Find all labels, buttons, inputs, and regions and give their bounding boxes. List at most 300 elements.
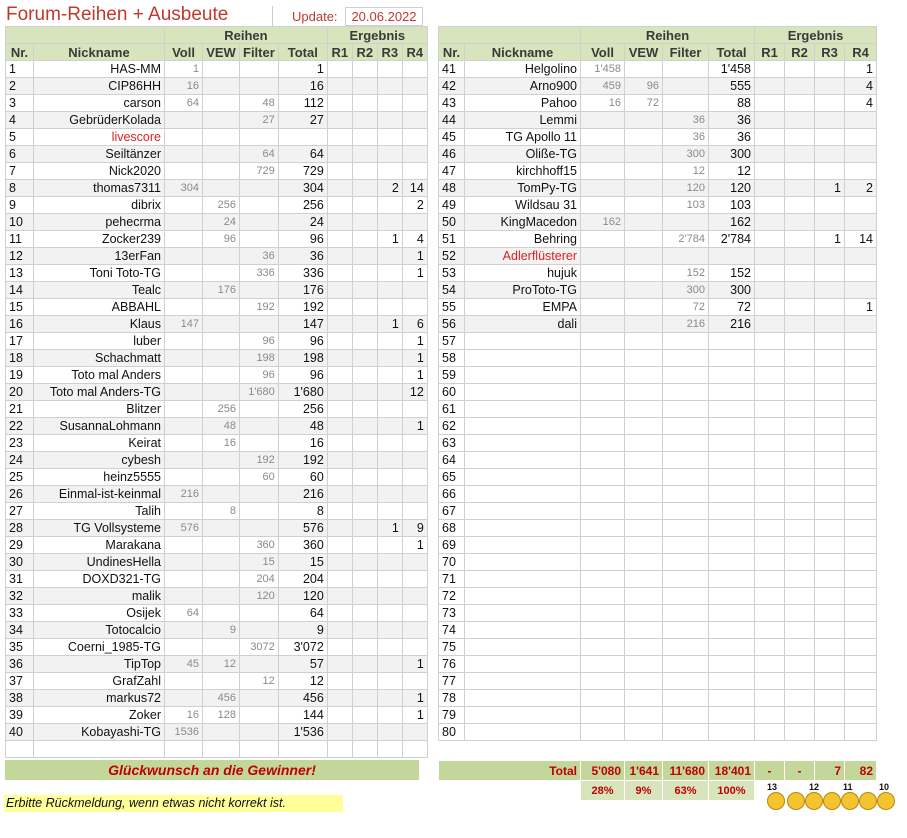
table-row (6, 367, 428, 384)
cell-nick[interactable] (465, 571, 581, 588)
cell-total: 36 (278, 248, 327, 265)
cell-nr: 2 (6, 78, 34, 95)
table-row (6, 163, 428, 180)
cell-voll (581, 112, 625, 129)
cell-total (709, 248, 755, 265)
cell-r2 (352, 146, 377, 163)
cell-voll (581, 418, 625, 435)
table-row (439, 265, 877, 282)
table-row (439, 486, 877, 503)
cell-voll: 45 (165, 656, 203, 673)
cell-nick[interactable]: Talih (34, 503, 165, 520)
cell-nr: 3 (6, 95, 34, 112)
cell-nick[interactable]: TomPy-TG (465, 180, 581, 197)
cell-r1 (327, 656, 352, 673)
cell-total: 144 (278, 707, 327, 724)
feedback-note: Erbitte Rückmeldung, wenn etwas nicht korrekt ist. (4, 795, 343, 812)
cell-r3 (815, 384, 845, 401)
cell-nick[interactable]: Zocker239 (34, 231, 165, 248)
cell-r1 (755, 112, 785, 129)
cell-nick[interactable]: Toto mal Anders-TG (34, 384, 165, 401)
cell-voll (581, 469, 625, 486)
cell-nick[interactable]: Totocalcio (34, 622, 165, 639)
cell-nick[interactable] (465, 690, 581, 707)
cell-nick[interactable]: Oliße-TG (465, 146, 581, 163)
cell-vew: 72 (625, 95, 663, 112)
cell-r4 (845, 350, 877, 367)
cell-r3 (815, 724, 845, 741)
cell-nr: 45 (439, 129, 465, 146)
cell-voll: 1'458 (581, 61, 625, 78)
cell-r3 (377, 214, 402, 231)
cell-nick[interactable] (465, 350, 581, 367)
cell-nick[interactable]: HAS-MM (34, 61, 165, 78)
cell-nick[interactable]: TG Vollsysteme (34, 520, 165, 537)
empty-cell (327, 741, 352, 758)
cell-nick[interactable] (465, 537, 581, 554)
cell-nick[interactable]: UndinesHella (34, 554, 165, 571)
cell-nr: 30 (6, 554, 34, 571)
table-row (6, 503, 428, 520)
smiley-icon (823, 792, 841, 810)
table-row (439, 554, 877, 571)
cell-nick[interactable]: cybesh (34, 452, 165, 469)
cell-r4 (845, 724, 877, 741)
cell-r4 (402, 469, 427, 486)
cell-nick[interactable]: Lemmi (465, 112, 581, 129)
cell-r1 (327, 265, 352, 282)
cell-r1 (327, 452, 352, 469)
cell-nick[interactable]: Pahoo (465, 95, 581, 112)
cell-nick[interactable]: Zoker (34, 707, 165, 724)
cell-nick[interactable]: malik (34, 588, 165, 605)
cell-voll (165, 673, 203, 690)
cell-voll (165, 333, 203, 350)
cell-nick[interactable]: ProToto-TG (465, 282, 581, 299)
cell-r2 (785, 435, 815, 452)
cell-r1 (755, 418, 785, 435)
cell-nr: 27 (6, 503, 34, 520)
table-row (6, 248, 428, 265)
cell-nr: 49 (439, 197, 465, 214)
cell-total (709, 503, 755, 520)
cell-r4: 14 (845, 231, 877, 248)
cell-nr: 48 (439, 180, 465, 197)
cell-nick[interactable]: ABBAHL (34, 299, 165, 316)
cell-total: 152 (709, 265, 755, 282)
cell-vew (625, 333, 663, 350)
cell-r3 (377, 724, 402, 741)
cell-nick[interactable]: TG Apollo 11 (465, 129, 581, 146)
cell-nick[interactable]: Klaus (34, 316, 165, 333)
cell-nick[interactable]: Coerni_1985-TG (34, 639, 165, 656)
cell-vew (625, 112, 663, 129)
cell-r4 (402, 673, 427, 690)
cell-nr: 41 (439, 61, 465, 78)
cell-nick[interactable]: Einmal-ist-keinmal (34, 486, 165, 503)
percent-filter: 63% (663, 781, 709, 801)
cell-r3 (377, 503, 402, 520)
table-row (6, 299, 428, 316)
cell-r2 (352, 486, 377, 503)
cell-nick[interactable] (465, 367, 581, 384)
cell-nick[interactable] (465, 639, 581, 656)
group-header-reihen: Reihen (581, 27, 755, 44)
cell-r1 (327, 503, 352, 520)
cell-nick[interactable]: Blitzer (34, 401, 165, 418)
cell-nick[interactable] (465, 520, 581, 537)
cell-r3 (377, 197, 402, 214)
cell-r4 (845, 503, 877, 520)
cell-r1 (327, 690, 352, 707)
cell-nick[interactable] (465, 724, 581, 741)
cell-total: 216 (709, 316, 755, 333)
cell-r2 (352, 673, 377, 690)
cell-total: 96 (278, 367, 327, 384)
cell-total (709, 486, 755, 503)
cell-r3 (815, 248, 845, 265)
cell-nick[interactable] (465, 605, 581, 622)
cell-nick[interactable]: carson (34, 95, 165, 112)
cell-voll (581, 673, 625, 690)
cell-nick[interactable] (465, 656, 581, 673)
table-row (6, 129, 428, 146)
cell-nick[interactable] (465, 384, 581, 401)
cell-total (278, 129, 327, 146)
cell-r4 (845, 418, 877, 435)
table-row (6, 622, 428, 639)
cell-voll (581, 537, 625, 554)
cell-voll: 1 (165, 61, 203, 78)
table-row (439, 333, 877, 350)
cell-r4: 1 (402, 333, 427, 350)
cell-vew (203, 350, 240, 367)
empty-cell (402, 741, 427, 758)
cell-nr: 10 (6, 214, 34, 231)
cell-nick[interactable]: Tealc (34, 282, 165, 299)
cell-r2 (785, 231, 815, 248)
cell-voll: 216 (165, 486, 203, 503)
cell-nick[interactable]: thomas7311 (34, 180, 165, 197)
cell-r2 (352, 78, 377, 95)
cell-nr: 72 (439, 588, 465, 605)
cell-filter (663, 622, 709, 639)
table-row (6, 605, 428, 622)
cell-nick[interactable]: Nick2020 (34, 163, 165, 180)
cell-total: 192 (278, 452, 327, 469)
cell-nick[interactable] (465, 452, 581, 469)
cell-nick[interactable]: Keirat (34, 435, 165, 452)
cell-voll (581, 367, 625, 384)
cell-nick[interactable] (465, 401, 581, 418)
total-r4: 82 (845, 761, 877, 781)
cell-r2 (352, 571, 377, 588)
cell-filter (663, 214, 709, 231)
cell-nick[interactable]: dibrix (34, 197, 165, 214)
cell-filter (663, 469, 709, 486)
cell-r3 (815, 299, 845, 316)
cell-voll (581, 554, 625, 571)
col-header-r3: R3 (377, 44, 402, 61)
cell-nick[interactable]: heinz5555 (34, 469, 165, 486)
cell-r4 (402, 622, 427, 639)
cell-nick[interactable]: Osijek (34, 605, 165, 622)
cell-r3 (377, 367, 402, 384)
cell-r3 (815, 571, 845, 588)
cell-filter (663, 61, 709, 78)
cell-nr: 54 (439, 282, 465, 299)
cell-nick[interactable]: Wildsau 31 (465, 197, 581, 214)
cell-r2 (352, 503, 377, 520)
cell-nick[interactable] (465, 486, 581, 503)
cell-r2 (785, 401, 815, 418)
cell-filter: 192 (240, 452, 279, 469)
cell-r4 (845, 486, 877, 503)
cell-filter: 120 (240, 588, 279, 605)
cell-r4: 4 (845, 95, 877, 112)
cell-r2 (352, 639, 377, 656)
cell-nick[interactable]: dali (465, 316, 581, 333)
cell-nick[interactable]: markus72 (34, 690, 165, 707)
table-row (6, 639, 428, 656)
cell-r1 (755, 282, 785, 299)
cell-nick[interactable]: Behring (465, 231, 581, 248)
cell-voll (165, 367, 203, 384)
cell-nr: 18 (6, 350, 34, 367)
cell-total: 120 (278, 588, 327, 605)
cell-nick[interactable] (465, 469, 581, 486)
cell-voll: 16 (581, 95, 625, 112)
cell-voll: 64 (165, 605, 203, 622)
cell-nick[interactable]: Kobayashi-TG (34, 724, 165, 741)
cell-voll (581, 163, 625, 180)
cell-r4 (845, 605, 877, 622)
cell-voll (581, 231, 625, 248)
cell-r1 (755, 724, 785, 741)
cell-r2 (785, 418, 815, 435)
cell-r3 (377, 61, 402, 78)
cell-nr: 67 (439, 503, 465, 520)
cell-nick[interactable]: CIP86HH (34, 78, 165, 95)
cell-r4 (402, 146, 427, 163)
cell-nick[interactable]: 13erFan (34, 248, 165, 265)
cell-total (709, 656, 755, 673)
cell-r1 (327, 469, 352, 486)
cell-filter: 15 (240, 554, 279, 571)
cell-r3 (815, 639, 845, 656)
cell-filter (663, 639, 709, 656)
cell-r1 (755, 588, 785, 605)
cell-filter (663, 571, 709, 588)
cell-nick[interactable]: luber (34, 333, 165, 350)
cell-nick[interactable]: livescore (34, 129, 165, 146)
cell-r1 (327, 282, 352, 299)
smiley-icon (787, 792, 805, 810)
cell-r1 (327, 588, 352, 605)
cell-voll (581, 333, 625, 350)
cell-r4: 14 (402, 180, 427, 197)
col-header-nickname: Nickname (34, 44, 165, 61)
cell-r3 (377, 469, 402, 486)
table-row (6, 282, 428, 299)
table-row (439, 588, 877, 605)
cell-vew: 8 (203, 503, 240, 520)
cell-nr: 76 (439, 656, 465, 673)
cell-filter (240, 214, 279, 231)
cell-nick[interactable]: GrafZahl (34, 673, 165, 690)
header-blank (439, 27, 581, 44)
cell-total: 24 (278, 214, 327, 231)
table-row (6, 690, 428, 707)
cell-nick[interactable]: pehecrma (34, 214, 165, 231)
cell-nick[interactable] (465, 622, 581, 639)
cell-r4 (402, 214, 427, 231)
cell-nr: 14 (6, 282, 34, 299)
cell-total (709, 724, 755, 741)
cell-r4 (845, 316, 877, 333)
cell-r4 (402, 605, 427, 622)
cell-nick[interactable]: hujuk (465, 265, 581, 282)
empty-cell (165, 741, 203, 758)
cell-nr: 28 (6, 520, 34, 537)
cell-r3 (815, 605, 845, 622)
cell-r1 (755, 61, 785, 78)
cell-nick[interactable]: Arno900 (465, 78, 581, 95)
cell-r3: 1 (815, 231, 845, 248)
cell-nr: 19 (6, 367, 34, 384)
cell-r2 (352, 129, 377, 146)
cell-filter (240, 316, 279, 333)
cell-total (709, 588, 755, 605)
cell-nick[interactable]: Toto mal Anders (34, 367, 165, 384)
cell-nick[interactable] (465, 333, 581, 350)
col-header-filter: Filter (663, 44, 709, 61)
cell-vew (203, 180, 240, 197)
cell-total: 1'680 (278, 384, 327, 401)
col-header-r2: R2 (352, 44, 377, 61)
cell-vew (203, 78, 240, 95)
cell-voll (581, 452, 625, 469)
cell-nr: 50 (439, 214, 465, 231)
cell-r2 (352, 418, 377, 435)
cell-total (709, 401, 755, 418)
cell-r4 (845, 214, 877, 231)
cell-r2 (785, 537, 815, 554)
cell-nr: 35 (6, 639, 34, 656)
cell-total (709, 690, 755, 707)
cell-nick[interactable]: GebrüderKolada (34, 112, 165, 129)
cell-nick[interactable] (465, 707, 581, 724)
cell-r3: 1 (377, 231, 402, 248)
cell-r1 (327, 418, 352, 435)
cell-voll: 64 (165, 95, 203, 112)
cell-r2 (352, 656, 377, 673)
cell-nick[interactable] (465, 554, 581, 571)
cell-nick[interactable] (465, 588, 581, 605)
cell-nick[interactable]: Helgolino (465, 61, 581, 78)
cell-r4 (845, 146, 877, 163)
cell-filter: 336 (240, 265, 279, 282)
cell-nick[interactable]: Marakana (34, 537, 165, 554)
cell-r2 (352, 299, 377, 316)
cell-nick[interactable]: TipTop (34, 656, 165, 673)
cell-nick[interactable]: KingMacedon (465, 214, 581, 231)
cell-r3: 2 (377, 180, 402, 197)
cell-r1 (327, 248, 352, 265)
cell-voll (165, 163, 203, 180)
cell-total: 8 (278, 503, 327, 520)
table-row (6, 741, 428, 758)
cell-r1 (755, 350, 785, 367)
cell-r4: 1 (402, 350, 427, 367)
cell-r3 (377, 673, 402, 690)
cell-r2 (352, 367, 377, 384)
cell-r3 (377, 265, 402, 282)
cell-r1 (327, 112, 352, 129)
cell-r1 (327, 299, 352, 316)
cell-r4 (845, 639, 877, 656)
cell-nick[interactable]: SusannaLohmann (34, 418, 165, 435)
cell-filter (240, 724, 279, 741)
cell-vew: 256 (203, 401, 240, 418)
cell-r4 (845, 622, 877, 639)
cell-nick[interactable]: DOXD321-TG (34, 571, 165, 588)
total-label: Total (439, 761, 581, 781)
cell-nick[interactable]: EMPA (465, 299, 581, 316)
cell-r4: 4 (402, 231, 427, 248)
cell-nick[interactable]: Schachmatt (34, 350, 165, 367)
empty-cell (352, 741, 377, 758)
cell-filter: 2'784 (663, 231, 709, 248)
cell-nick[interactable]: Toni Toto-TG (34, 265, 165, 282)
cell-r1 (327, 316, 352, 333)
cell-nick[interactable] (465, 503, 581, 520)
cell-r4 (845, 707, 877, 724)
cell-filter (663, 350, 709, 367)
cell-r2 (352, 265, 377, 282)
cell-total: 36 (709, 112, 755, 129)
cell-r3 (377, 707, 402, 724)
cell-vew (203, 95, 240, 112)
cell-nick[interactable] (465, 418, 581, 435)
cell-nick[interactable]: Seiltänzer (34, 146, 165, 163)
cell-r3 (377, 384, 402, 401)
cell-total (709, 384, 755, 401)
cell-r2 (352, 401, 377, 418)
cell-filter (663, 248, 709, 265)
cell-total: 216 (278, 486, 327, 503)
cell-r3 (377, 95, 402, 112)
cell-r4 (845, 469, 877, 486)
cell-vew (203, 333, 240, 350)
cell-total: 300 (709, 282, 755, 299)
cell-filter: 12 (663, 163, 709, 180)
cell-nick[interactable] (465, 673, 581, 690)
cell-filter (240, 78, 279, 95)
cell-vew: 96 (625, 78, 663, 95)
cell-r4: 1 (845, 61, 877, 78)
cell-nick[interactable] (465, 435, 581, 452)
table-row (439, 61, 877, 78)
cell-nick[interactable]: Adlerflüsterer (465, 248, 581, 265)
cell-voll (581, 588, 625, 605)
cell-r4: 12 (402, 384, 427, 401)
cell-r4 (845, 554, 877, 571)
cell-voll (165, 503, 203, 520)
cell-nick[interactable]: kirchhoff15 (465, 163, 581, 180)
update-date[interactable]: 20.06.2022 (345, 7, 423, 26)
cell-r4 (402, 129, 427, 146)
